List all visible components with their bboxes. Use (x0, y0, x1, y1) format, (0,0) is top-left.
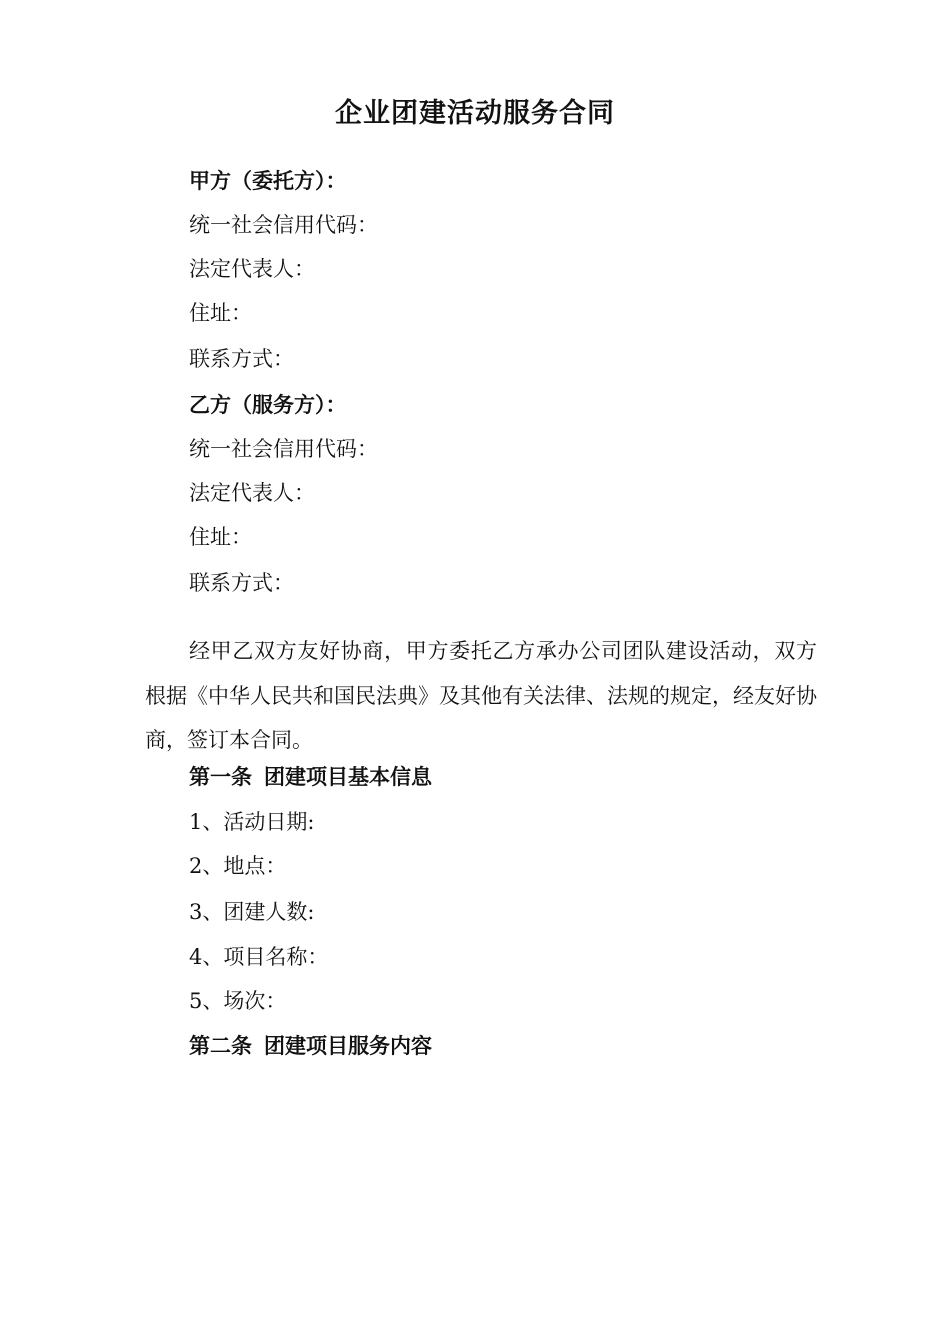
document-title: 企业团建活动服务合同 (335, 98, 615, 129)
party-b-credit-code-label: 统一社会信用代码： (189, 437, 378, 461)
party-b-heading: 乙方（服务方）： (189, 392, 347, 417)
article-1-title: 团建项目基本信息 (264, 764, 432, 789)
party-a-legal-rep-label: 法定代表人： (189, 257, 315, 281)
article-1-item: 2、地点： (189, 854, 287, 878)
article-1-number: 第一条 (189, 764, 252, 789)
party-a-contact-label: 联系方式： (189, 347, 294, 371)
article-1-item: 4、项目名称： (189, 945, 329, 969)
article-2-title: 团建项目服务内容 (264, 1033, 432, 1058)
article-1-item: 1、活动日期: (189, 810, 315, 834)
article-1-item: 5、场次： (189, 989, 287, 1013)
preamble-paragraph: 经甲乙双方友好协商，甲方委托乙方承办公司团队建设活动，双方根据《中华人民共和国民法典》及其他有关法律、法规的规定，经友好协商，签订本合同。 (145, 639, 817, 752)
party-a-heading: 甲方（委托方）： (189, 168, 347, 193)
article-1-heading (189, 762, 432, 792)
party-b-legal-rep-label: 法定代表人： (189, 481, 315, 505)
party-b-contact-label: 联系方式： (189, 571, 294, 595)
party-b-address-label: 住址： (189, 525, 252, 549)
article-2-heading (189, 1031, 432, 1061)
article-1-item: 3、团建人数: (189, 900, 315, 924)
party-a-address-label: 住址： (189, 301, 252, 325)
article-2-number: 第二条 (189, 1033, 252, 1058)
party-a-credit-code-label: 统一社会信用代码： (189, 213, 378, 237)
